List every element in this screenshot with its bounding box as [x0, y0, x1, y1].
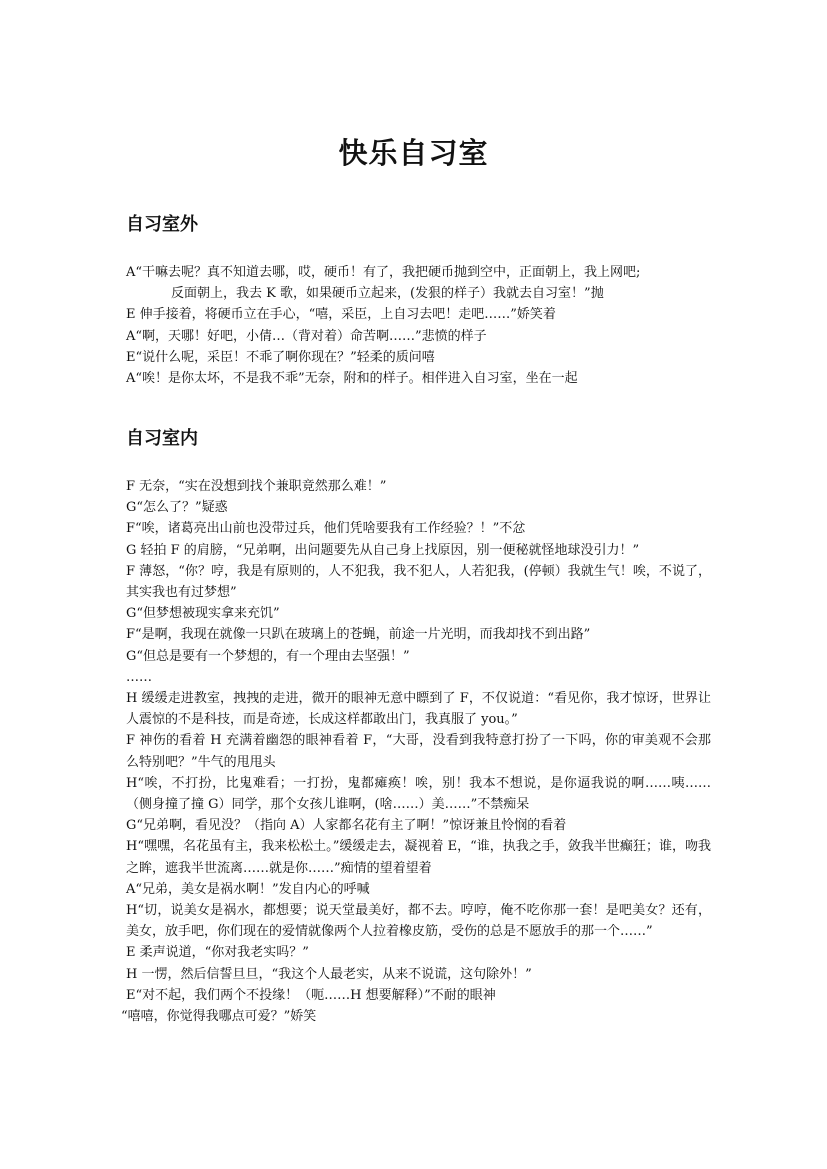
paragraph-line: H“切，说美女是祸水，都想要；说天堂最美好，都不去。哼哼，俺不吃你那一套！是吧美女？还有，美女，放手吧，你们现在的爱情就像两个人拉着橡皮筋，受伤的总是不愿放手的那一个……” [126, 903, 711, 940]
paragraph-line: “嘻嘻，你觉得我哪点可爱？”娇笑 [121, 1009, 317, 1025]
section-heading-outside: 自习室外 [126, 214, 198, 235]
paragraph-line: E 伸手接着，将硬币立在手心，“嘻，采臣，上自习去吧！走吧……”娇笑着 [126, 307, 556, 323]
paragraph-line: A“干嘛去呢？真不知道去哪，哎，硬币！有了，我把硬币抛到空中，正面朝上，我上网吧; [126, 265, 641, 280]
section-body-inside [121, 476, 711, 1027]
document-title: 快乐自习室 [338, 136, 489, 170]
paragraph-line: H 一愣，然后信誓旦旦，“我这个人最老实，从来不说谎，这句除外！” [126, 966, 532, 982]
paragraph-line: H“嘿嘿，名花虽有主，我来松松土。”缓缓走去，凝视着 E，“谁，执我之手，敛我半世癫狂；谁，吻我之眸，遮我半世流离……就是你……”痴情的望着望着 [126, 839, 711, 876]
paragraph-line: G“但梦想被现实拿来充饥” [126, 606, 280, 622]
paragraph-line: G“但总是要有一个梦想的，有一个理由去坚强！” [126, 648, 410, 664]
paragraph-line: 反面朝上，我去 K 歌，如果硬币立起来，(发狠的样子）我就去自习室！”抛 [171, 286, 604, 302]
paragraph-line: F“是啊，我现在就像一只趴在玻璃上的苍蝇，前途一片光明，而我却找不到出路” [126, 627, 591, 643]
paragraph-line: F 神伤的看着 H 充满着幽怨的眼神看着 F，“大哥，没看到我特意打扮了一下吗，你的审美观不会那么特别吧？”牛气的甩甩头 [126, 733, 711, 770]
paragraph-line: F 无奈，“实在没想到找个兼职竟然那么难！” [126, 479, 387, 494]
paragraph-line: E 柔声说道，“你对我老实吗？” [126, 945, 309, 961]
section-heading-inside: 自习室内 [126, 428, 198, 449]
paragraph-line: A“啊，天哪！好吧，小倩…（背对着）命苦啊……”悲愤的样子 [126, 328, 487, 344]
paragraph-line: F 薄怒，“你？哼，我是有原则的，人不犯我，我不犯人，人若犯我，(停顿）我就生气！唉，不说了，其实我也有过梦想” [126, 563, 711, 601]
paragraph-line: E“说什么呢，采臣！不乖了啊你现在？”轻柔的质问嘻 [126, 349, 435, 365]
paragraph-line: E“对不起，我们两个不投缘！（呃……H 想要解释）”不耐的眼神 [126, 987, 496, 1003]
paragraph-line: A“兄弟，美女是祸水啊！”发自内心的呼喊 [126, 881, 370, 897]
paragraph-line: H 缓缓走进教室，拽拽的走进，微开的眼神无意中瞟到了 F，不仅说道：“看见你，我才惊讶，世界让人震惊的不是科技，而是奇迹，长成这样都敢出门，我真服了 you。” [126, 691, 711, 728]
paragraph-line: A“唉！是你太坏，不是我不乖”无奈，附和的样子。相伴进入自习室，坐在一起 [126, 371, 578, 387]
paragraph-line: …… [126, 669, 152, 685]
paragraph-line: H“唉，不打扮，比鬼难看；一打扮，鬼都瘫痪！唉，别！我本不想说，是你逼我说的啊……咦……（侧身撞了撞 G）同学，那个女孩儿谁啊，(啥……）美……”不禁痴呆 [126, 775, 711, 813]
paragraph-line: G“兄弟啊，看见没？（指向 A）人家都名花有主了啊！”惊讶兼且怜悯的看着 [126, 818, 567, 834]
section-body-outside [126, 262, 711, 389]
paragraph-line: F“唉，诸葛亮出山前也没带过兵，他们凭啥要我有工作经验？！”不忿 [126, 521, 526, 537]
paragraph-line: G 轻拍 F 的肩膀，“兄弟啊，出问题要先从自己身上找原因，别一便秘就怪地球没引力！” [126, 542, 640, 558]
paragraph-line: G“怎么了？”疑惑 [126, 500, 228, 516]
